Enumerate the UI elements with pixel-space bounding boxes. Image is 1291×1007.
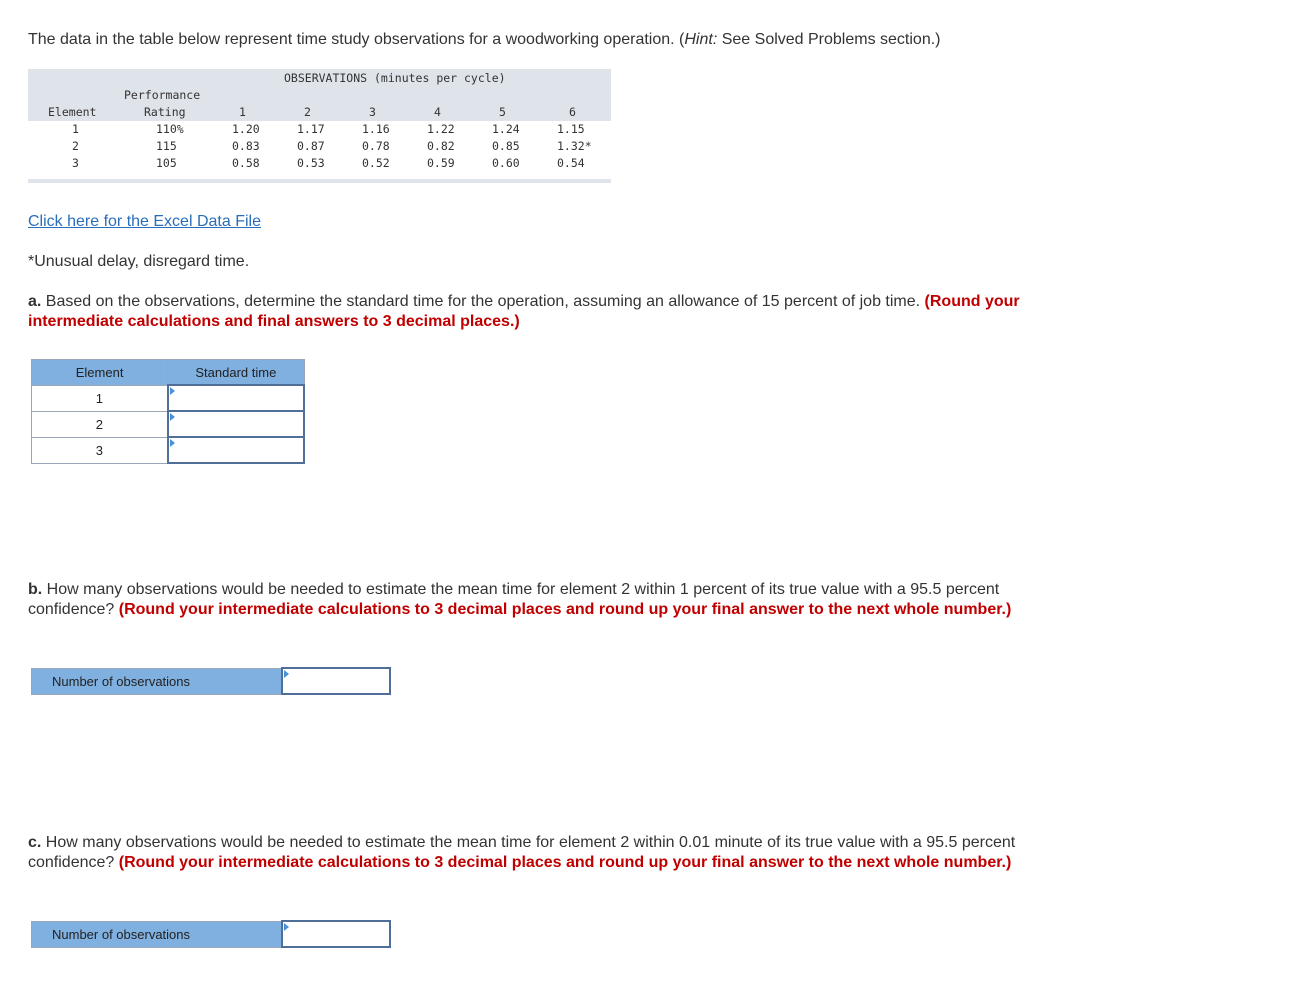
row-value: 1.32*	[557, 139, 592, 153]
observations-bottom-rule	[28, 179, 611, 183]
standard-time-table	[31, 359, 305, 464]
standard-time-input-1[interactable]	[168, 385, 304, 411]
number-of-observations-label: Number of observations	[32, 668, 283, 694]
row-value: 1.16	[362, 122, 390, 136]
row-value: 0.78	[362, 139, 390, 153]
row-value: 0.53	[297, 156, 325, 170]
row-value: 0.82	[427, 139, 455, 153]
obs-number: 6	[569, 105, 576, 119]
part-a-label: a.	[28, 293, 42, 310]
part-a-instruction: (Round your intermediate calculations and final answers to 3 decimal places.)	[28, 293, 1020, 330]
footnote: *Unusual delay, disregard time.	[28, 253, 250, 270]
number-of-observations-label: Number of observations	[32, 921, 283, 947]
row-rating: 110%	[156, 122, 184, 136]
row-value: 1.17	[297, 122, 325, 136]
part-b-observations-input[interactable]	[282, 668, 390, 694]
element-cell: 2	[32, 411, 168, 437]
standard-time-input-2[interactable]	[168, 411, 304, 437]
row-value: 0.58	[232, 156, 260, 170]
row-value: 1.20	[232, 122, 260, 136]
rating-header: Rating	[144, 105, 186, 119]
input-marker-icon	[284, 923, 289, 931]
row-value: 1.15	[557, 122, 585, 136]
row-value: 0.54	[557, 156, 585, 170]
part-b-answer-table	[31, 667, 391, 695]
observations-title: OBSERVATIONS (minutes per cycle)	[284, 71, 506, 85]
element-cell: 1	[32, 385, 168, 411]
intro-text: The data in the table below represent time study observations for a woodworking operation. (Hint: See Solved Problems section.)	[28, 31, 941, 48]
observations-table	[28, 69, 611, 183]
row-rating: 105	[156, 156, 177, 170]
part-c-instruction: (Round your intermediate calculations to 3 decimal places and round up your final answer to the next whole number.)	[118, 854, 1012, 871]
input-marker-icon	[170, 413, 175, 421]
obs-number: 3	[369, 105, 376, 119]
row-value: 1.24	[492, 122, 520, 136]
input-marker-icon	[170, 439, 175, 447]
table-row	[32, 437, 305, 463]
element-header: Element	[48, 105, 97, 119]
row-element: 3	[72, 156, 79, 170]
row-value: 0.52	[362, 156, 390, 170]
input-marker-icon	[170, 387, 175, 395]
performance-header: Performance	[124, 88, 201, 102]
obs-number: 2	[304, 105, 311, 119]
part-c-answer-table	[31, 920, 391, 948]
table-row	[32, 411, 305, 437]
part-b-label: b.	[28, 581, 43, 598]
part-c-question: c. How many observations would be needed to estimate the mean time for element 2 within 0.01 minute of its true value with a 95.5 percent confidence? (Round your intermediate calculations to 3 decimal places and round up your final answer to the next whole number.)	[28, 834, 1016, 871]
element-column-header: Element	[32, 360, 168, 386]
row-value: 0.59	[427, 156, 455, 170]
obs-number: 1	[239, 105, 246, 119]
row-element: 1	[72, 122, 79, 136]
row-value: 1.22	[427, 122, 455, 136]
hint-word: Hint:	[684, 31, 718, 48]
excel-data-link[interactable]: Click here for the Excel Data File	[28, 213, 261, 230]
row-value: 0.60	[492, 156, 520, 170]
row-value: 0.83	[232, 139, 260, 153]
part-c-label: c.	[28, 834, 42, 851]
obs-number: 4	[434, 105, 441, 119]
table-row	[32, 385, 305, 411]
input-marker-icon	[284, 670, 289, 678]
row-element: 2	[72, 139, 79, 153]
part-a-question: a. Based on the observations, determine the standard time for the operation, assuming an allowance of 15 percent of job time. (Round your intermediate calculations and final answers to 3 decimal places.)	[28, 293, 1020, 330]
element-cell: 3	[32, 437, 168, 463]
part-b-question: b. How many observations would be needed to estimate the mean time for element 2 within 1 percent of its true value with a 95.5 percent confidence? (Round your intermediate calculations to 3 decimal places and round up your final answer to the next whole number.)	[28, 581, 1012, 618]
part-b-instruction: (Round your intermediate calculations to 3 decimal places and round up your final answer to the next whole number.)	[118, 601, 1012, 618]
row-rating: 115	[156, 139, 177, 153]
obs-number: 5	[499, 105, 506, 119]
standard-time-input-3[interactable]	[168, 437, 304, 463]
part-c-observations-input[interactable]	[282, 921, 390, 947]
row-value: 0.85	[492, 139, 520, 153]
row-value: 0.87	[297, 139, 325, 153]
standard-time-column-header: Standard time	[168, 360, 304, 386]
